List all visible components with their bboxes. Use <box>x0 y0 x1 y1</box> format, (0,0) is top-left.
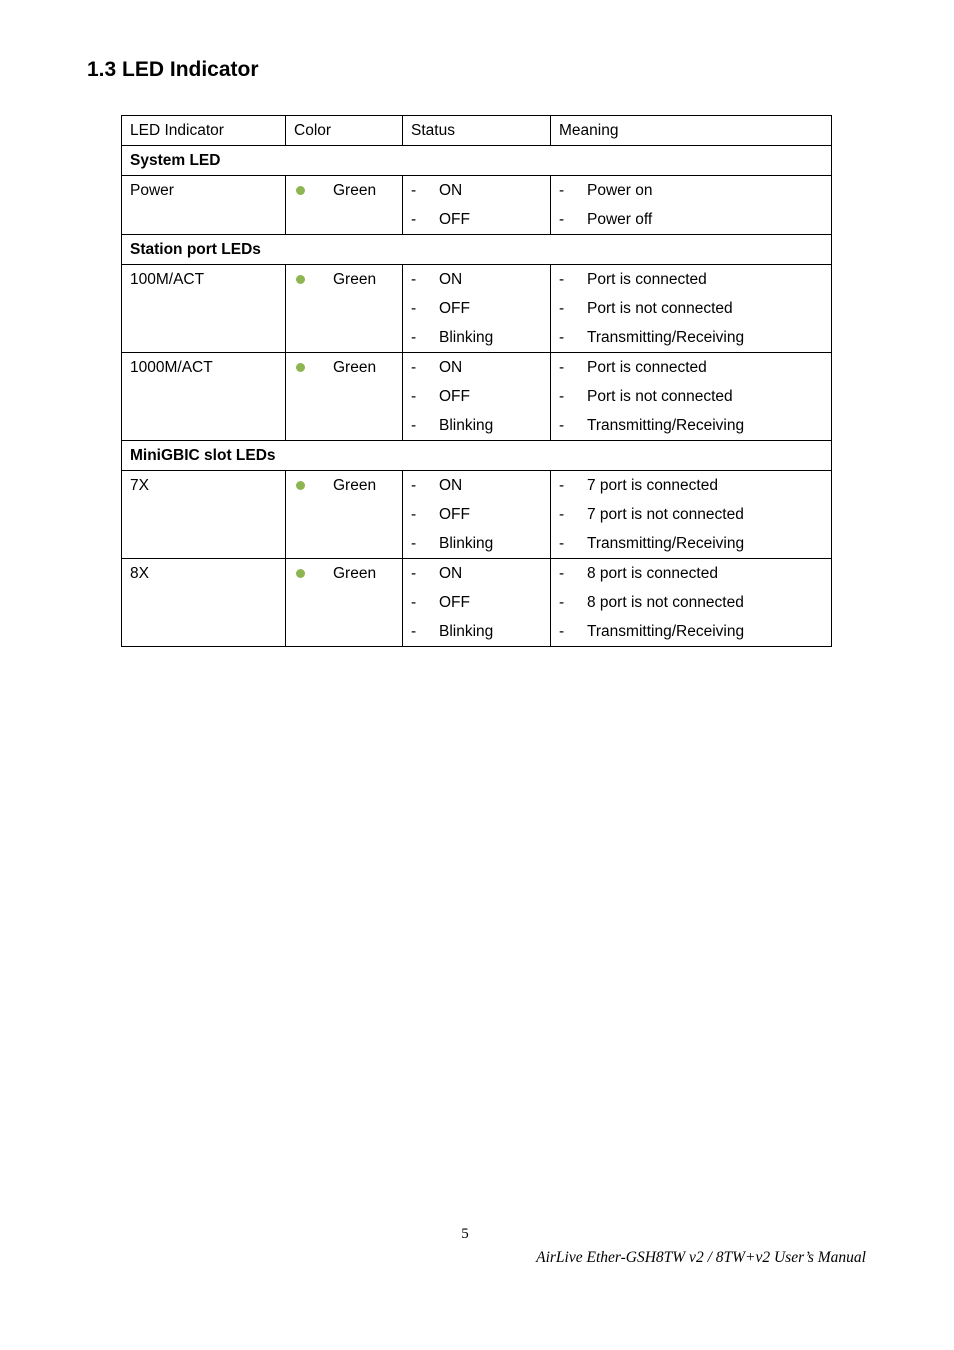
status-item <box>411 359 542 388</box>
led-indicator-table <box>121 115 832 647</box>
meaning-item <box>559 417 823 435</box>
table-section-row <box>122 441 832 471</box>
bullet-dash: - <box>559 623 565 640</box>
status-text: OFF <box>439 300 470 317</box>
led-indicator-cell: 1000M/ACT <box>122 353 286 441</box>
status-item <box>411 535 542 553</box>
meaning-text: Power on <box>587 182 653 199</box>
column-header-meaning: Meaning <box>551 116 832 146</box>
led-dot-icon <box>296 569 305 578</box>
bullet-dash: - <box>411 477 417 494</box>
bullet-dash: - <box>411 329 417 346</box>
meaning-text: 8 port is connected <box>587 565 718 582</box>
status-text: Blinking <box>439 535 494 552</box>
bullet-dash: - <box>559 271 565 288</box>
column-header-color: Color <box>286 116 403 146</box>
meaning-text: Transmitting/Receiving <box>587 535 745 552</box>
status-text: ON <box>439 359 463 376</box>
led-color <box>294 359 394 377</box>
bullet-dash: - <box>411 535 417 552</box>
status-item <box>411 271 542 300</box>
footer-manual-title: AirLive Ether-GSH8TW v2 / 8TW+v2 User’s Manual <box>536 1249 866 1266</box>
meaning-item <box>559 300 823 329</box>
led-status-cell <box>403 559 551 647</box>
meaning-item <box>559 271 823 300</box>
status-item <box>411 623 542 641</box>
bullet-dash: - <box>559 535 565 552</box>
table-row <box>122 176 832 235</box>
led-status-cell <box>403 471 551 559</box>
table-row <box>122 471 832 559</box>
led-meaning-cell <box>551 176 832 235</box>
status-item <box>411 182 542 211</box>
page-number: 5 <box>461 1226 469 1242</box>
bullet-dash: - <box>411 182 417 199</box>
bullet-dash: - <box>411 594 417 611</box>
meaning-text: 7 port is connected <box>587 477 718 494</box>
meaning-item <box>559 506 823 535</box>
bullet-dash: - <box>559 359 565 376</box>
status-item <box>411 477 542 506</box>
led-indicator-cell: 8X <box>122 559 286 647</box>
meaning-text: Port is connected <box>587 271 707 288</box>
led-color-cell <box>286 353 403 441</box>
column-header-led-indicator: LED Indicator <box>122 116 286 146</box>
status-text: OFF <box>439 388 470 405</box>
status-item <box>411 565 542 594</box>
status-text: OFF <box>439 594 470 611</box>
meaning-text: Transmitting/Receiving <box>587 417 745 434</box>
bullet-dash: - <box>411 359 417 376</box>
led-meaning-cell <box>551 265 832 353</box>
meaning-item <box>559 535 823 553</box>
led-color-cell <box>286 471 403 559</box>
table-row <box>122 559 832 647</box>
meaning-item <box>559 623 823 641</box>
led-color-label: Green <box>333 359 377 376</box>
table-header-row <box>122 116 832 146</box>
led-dot-icon <box>296 481 305 490</box>
bullet-dash: - <box>411 506 417 523</box>
led-color <box>294 182 394 200</box>
led-color <box>294 477 394 495</box>
led-table-body <box>122 116 832 647</box>
meaning-item <box>559 359 823 388</box>
status-item <box>411 417 542 435</box>
status-item <box>411 388 542 417</box>
status-item <box>411 506 542 535</box>
table-row <box>122 353 832 441</box>
led-indicator-cell: 100M/ACT <box>122 265 286 353</box>
bullet-dash: - <box>559 417 565 434</box>
bullet-dash: - <box>559 506 565 523</box>
led-dot-icon <box>296 186 305 195</box>
bullet-dash: - <box>559 594 565 611</box>
meaning-text: Power off <box>587 211 653 228</box>
led-color-label: Green <box>333 565 377 582</box>
bullet-dash: - <box>411 417 417 434</box>
meaning-text: Port is not connected <box>587 388 733 405</box>
led-dot-icon <box>296 275 305 284</box>
meaning-text: Port is connected <box>587 359 707 376</box>
meaning-text: Transmitting/Receiving <box>587 623 745 640</box>
bullet-dash: - <box>411 211 417 228</box>
led-indicator-cell: Power <box>122 176 286 235</box>
led-meaning-cell <box>551 559 832 647</box>
status-text: ON <box>439 565 463 582</box>
meaning-item <box>559 477 823 506</box>
status-text: OFF <box>439 211 470 228</box>
status-text: Blinking <box>439 623 494 640</box>
table-section-row <box>122 146 832 176</box>
status-text: ON <box>439 477 463 494</box>
led-dot-icon <box>296 363 305 372</box>
led-status-cell <box>403 353 551 441</box>
led-status-cell <box>403 176 551 235</box>
bullet-dash: - <box>559 329 565 346</box>
status-text: ON <box>439 271 463 288</box>
meaning-text: 8 port is not connected <box>587 594 744 611</box>
section-label: Station port LEDs <box>122 235 832 265</box>
bullet-dash: - <box>559 477 565 494</box>
status-text: Blinking <box>439 329 494 346</box>
led-color <box>294 565 394 583</box>
led-color-cell <box>286 265 403 353</box>
led-color <box>294 271 394 289</box>
status-text: Blinking <box>439 417 494 434</box>
led-color-cell <box>286 559 403 647</box>
bullet-dash: - <box>411 623 417 640</box>
status-item <box>411 329 542 347</box>
bullet-dash: - <box>411 388 417 405</box>
meaning-text: Port is not connected <box>587 300 733 317</box>
bullet-dash: - <box>411 565 417 582</box>
meaning-item <box>559 211 823 229</box>
meaning-item <box>559 565 823 594</box>
section-label: MiniGBIC slot LEDs <box>122 441 832 471</box>
status-item <box>411 211 542 229</box>
status-item <box>411 300 542 329</box>
status-text: ON <box>439 182 463 199</box>
led-meaning-cell <box>551 471 832 559</box>
bullet-dash: - <box>559 300 565 317</box>
status-item <box>411 594 542 623</box>
bullet-dash: - <box>411 300 417 317</box>
led-color-label: Green <box>333 477 377 494</box>
meaning-text: Transmitting/Receiving <box>587 329 745 346</box>
bullet-dash: - <box>559 182 565 199</box>
table-row <box>122 265 832 353</box>
bullet-dash: - <box>559 388 565 405</box>
led-color-label: Green <box>333 182 377 199</box>
led-status-cell <box>403 265 551 353</box>
table-section-row <box>122 235 832 265</box>
led-color-label: Green <box>333 271 377 288</box>
led-meaning-cell <box>551 353 832 441</box>
meaning-item <box>559 388 823 417</box>
meaning-text: 7 port is not connected <box>587 506 744 523</box>
led-indicator-cell: 7X <box>122 471 286 559</box>
section-title: 1.3 LED Indicator <box>87 58 259 81</box>
bullet-dash: - <box>559 565 565 582</box>
meaning-item <box>559 329 823 347</box>
bullet-dash: - <box>559 211 565 228</box>
section-label: System LED <box>122 146 832 176</box>
meaning-item <box>559 594 823 623</box>
status-text: OFF <box>439 506 470 523</box>
bullet-dash: - <box>411 271 417 288</box>
column-header-status: Status <box>403 116 551 146</box>
meaning-item <box>559 182 823 211</box>
led-color-cell <box>286 176 403 235</box>
